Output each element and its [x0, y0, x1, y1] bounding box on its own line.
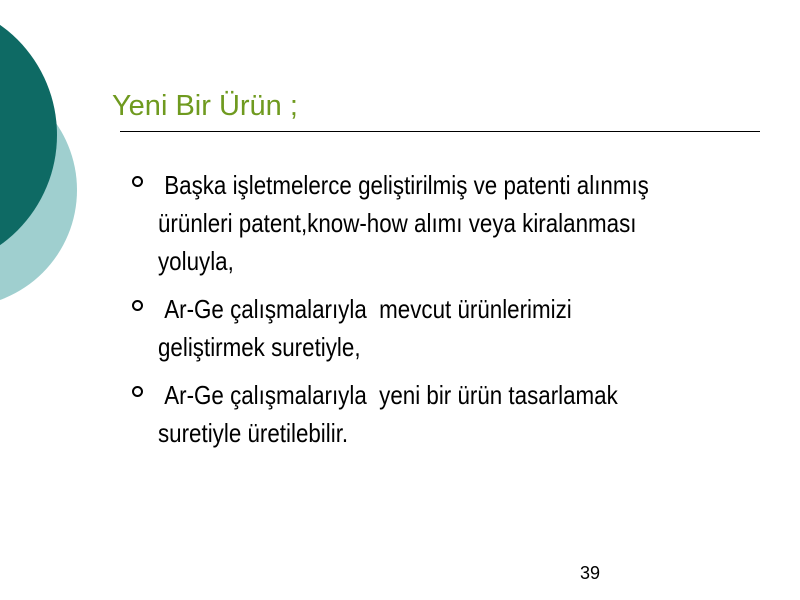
bullet-line: suretiyle üretilebilir.	[158, 418, 349, 448]
slide-title: Yeni Bir Ürün ;	[112, 90, 298, 122]
title-underline	[120, 131, 760, 132]
bullet-item	[128, 376, 768, 452]
bullet-line: Başka işletmelerce geliştirilmiş ve patenti alınmış	[158, 170, 649, 200]
page-number: 39	[580, 563, 601, 583]
hollow-circle-bullet-icon	[132, 386, 143, 397]
hollow-circle-bullet-icon	[132, 300, 143, 311]
bullet-list	[128, 166, 768, 462]
bullet-line: Ar-Ge çalışmalarıyla yeni bir ürün tasarlamak	[158, 380, 618, 410]
bullet-line: geliştirmek suretiyle,	[158, 332, 361, 362]
bullet-line: yoluyla,	[158, 246, 234, 276]
bullet-item	[128, 290, 768, 366]
bullet-line: Ar-Ge çalışmalarıyla mevcut ürünlerimizi	[158, 294, 572, 324]
hollow-circle-bullet-icon	[132, 176, 143, 187]
bullet-item	[128, 166, 768, 280]
bullet-line: ürünleri patent,know-how alımı veya kiralanması	[158, 208, 637, 238]
